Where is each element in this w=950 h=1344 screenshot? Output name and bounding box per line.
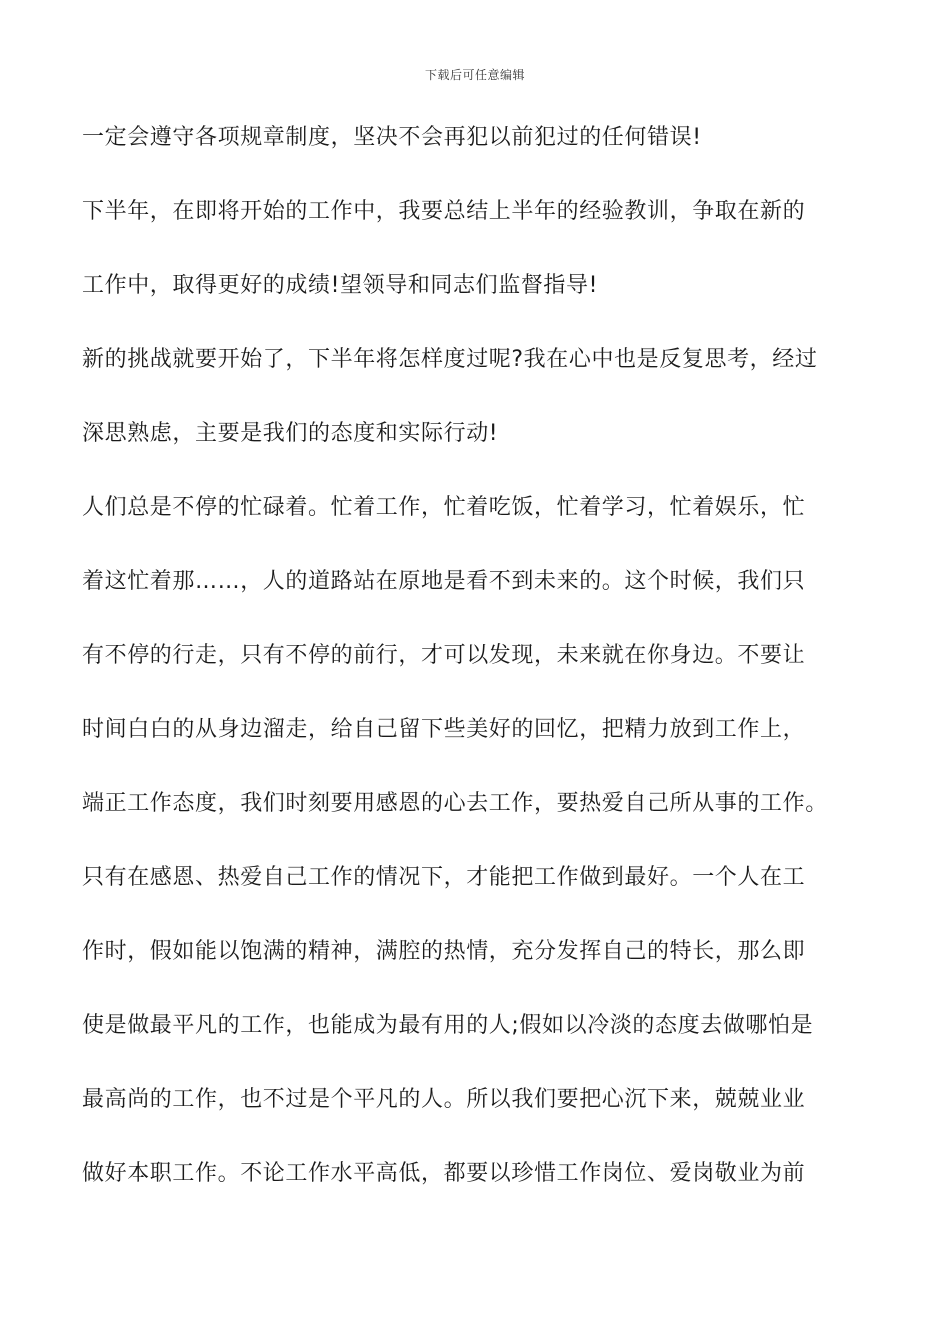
text-line: 着这忙着那……，人的道路站在原地是看不到未来的。这个时候，我们只 <box>82 569 806 594</box>
text-line: 下半年，在即将开始的工作中，我要总结上半年的经验教训，争取在新的 <box>82 199 806 224</box>
text-line: 工作中，取得更好的成绩!望领导和同志们监督指导! <box>82 273 599 298</box>
text-line: 时间白白的从身边溜走，给自己留下些美好的回忆，把精力放到工作上， <box>82 717 806 742</box>
text-line: 人们总是不停的忙碌着。忙着工作，忙着吃饭，忙着学习，忙着娱乐，忙 <box>82 495 806 520</box>
page-header: 下载后可任意编辑 <box>424 68 525 82</box>
text-line: 做好本职工作。不论工作水平高低，都要以珍惜工作岗位、爱岗敬业为前 <box>82 1161 806 1186</box>
text-line: 一定会遵守各项规章制度，坚决不会再犯以前犯过的任何错误! <box>82 125 702 150</box>
text-line: 新的挑战就要开始了，下半年将怎样度过呢?我在心中也是反复思考，经过 <box>82 347 818 372</box>
text-line: 只有在感恩、热爱自己工作的情况下，才能把工作做到最好。一个人在工 <box>82 865 806 890</box>
text-line: 深思熟虑，主要是我们的态度和实际行动! <box>82 421 499 446</box>
text-line: 有不停的行走，只有不停的前行，才可以发现，未来就在你身边。不要让 <box>82 643 806 668</box>
text-line: 作时，假如能以饱满的精神，满腔的热情，充分发挥自己的特长，那么即 <box>82 939 806 964</box>
text-line: 端正工作态度，我们时刻要用感恩的心去工作，要热爱自己所从事的工作。 <box>82 791 828 816</box>
text-line: 使是做最平凡的工作，也能成为最有用的人;假如以冷淡的态度去做哪怕是 <box>82 1013 814 1038</box>
text-line: 最高尚的工作，也不过是个平凡的人。所以我们要把心沉下来，兢兢业业 <box>82 1087 806 1112</box>
document-body <box>82 118 882 1228</box>
